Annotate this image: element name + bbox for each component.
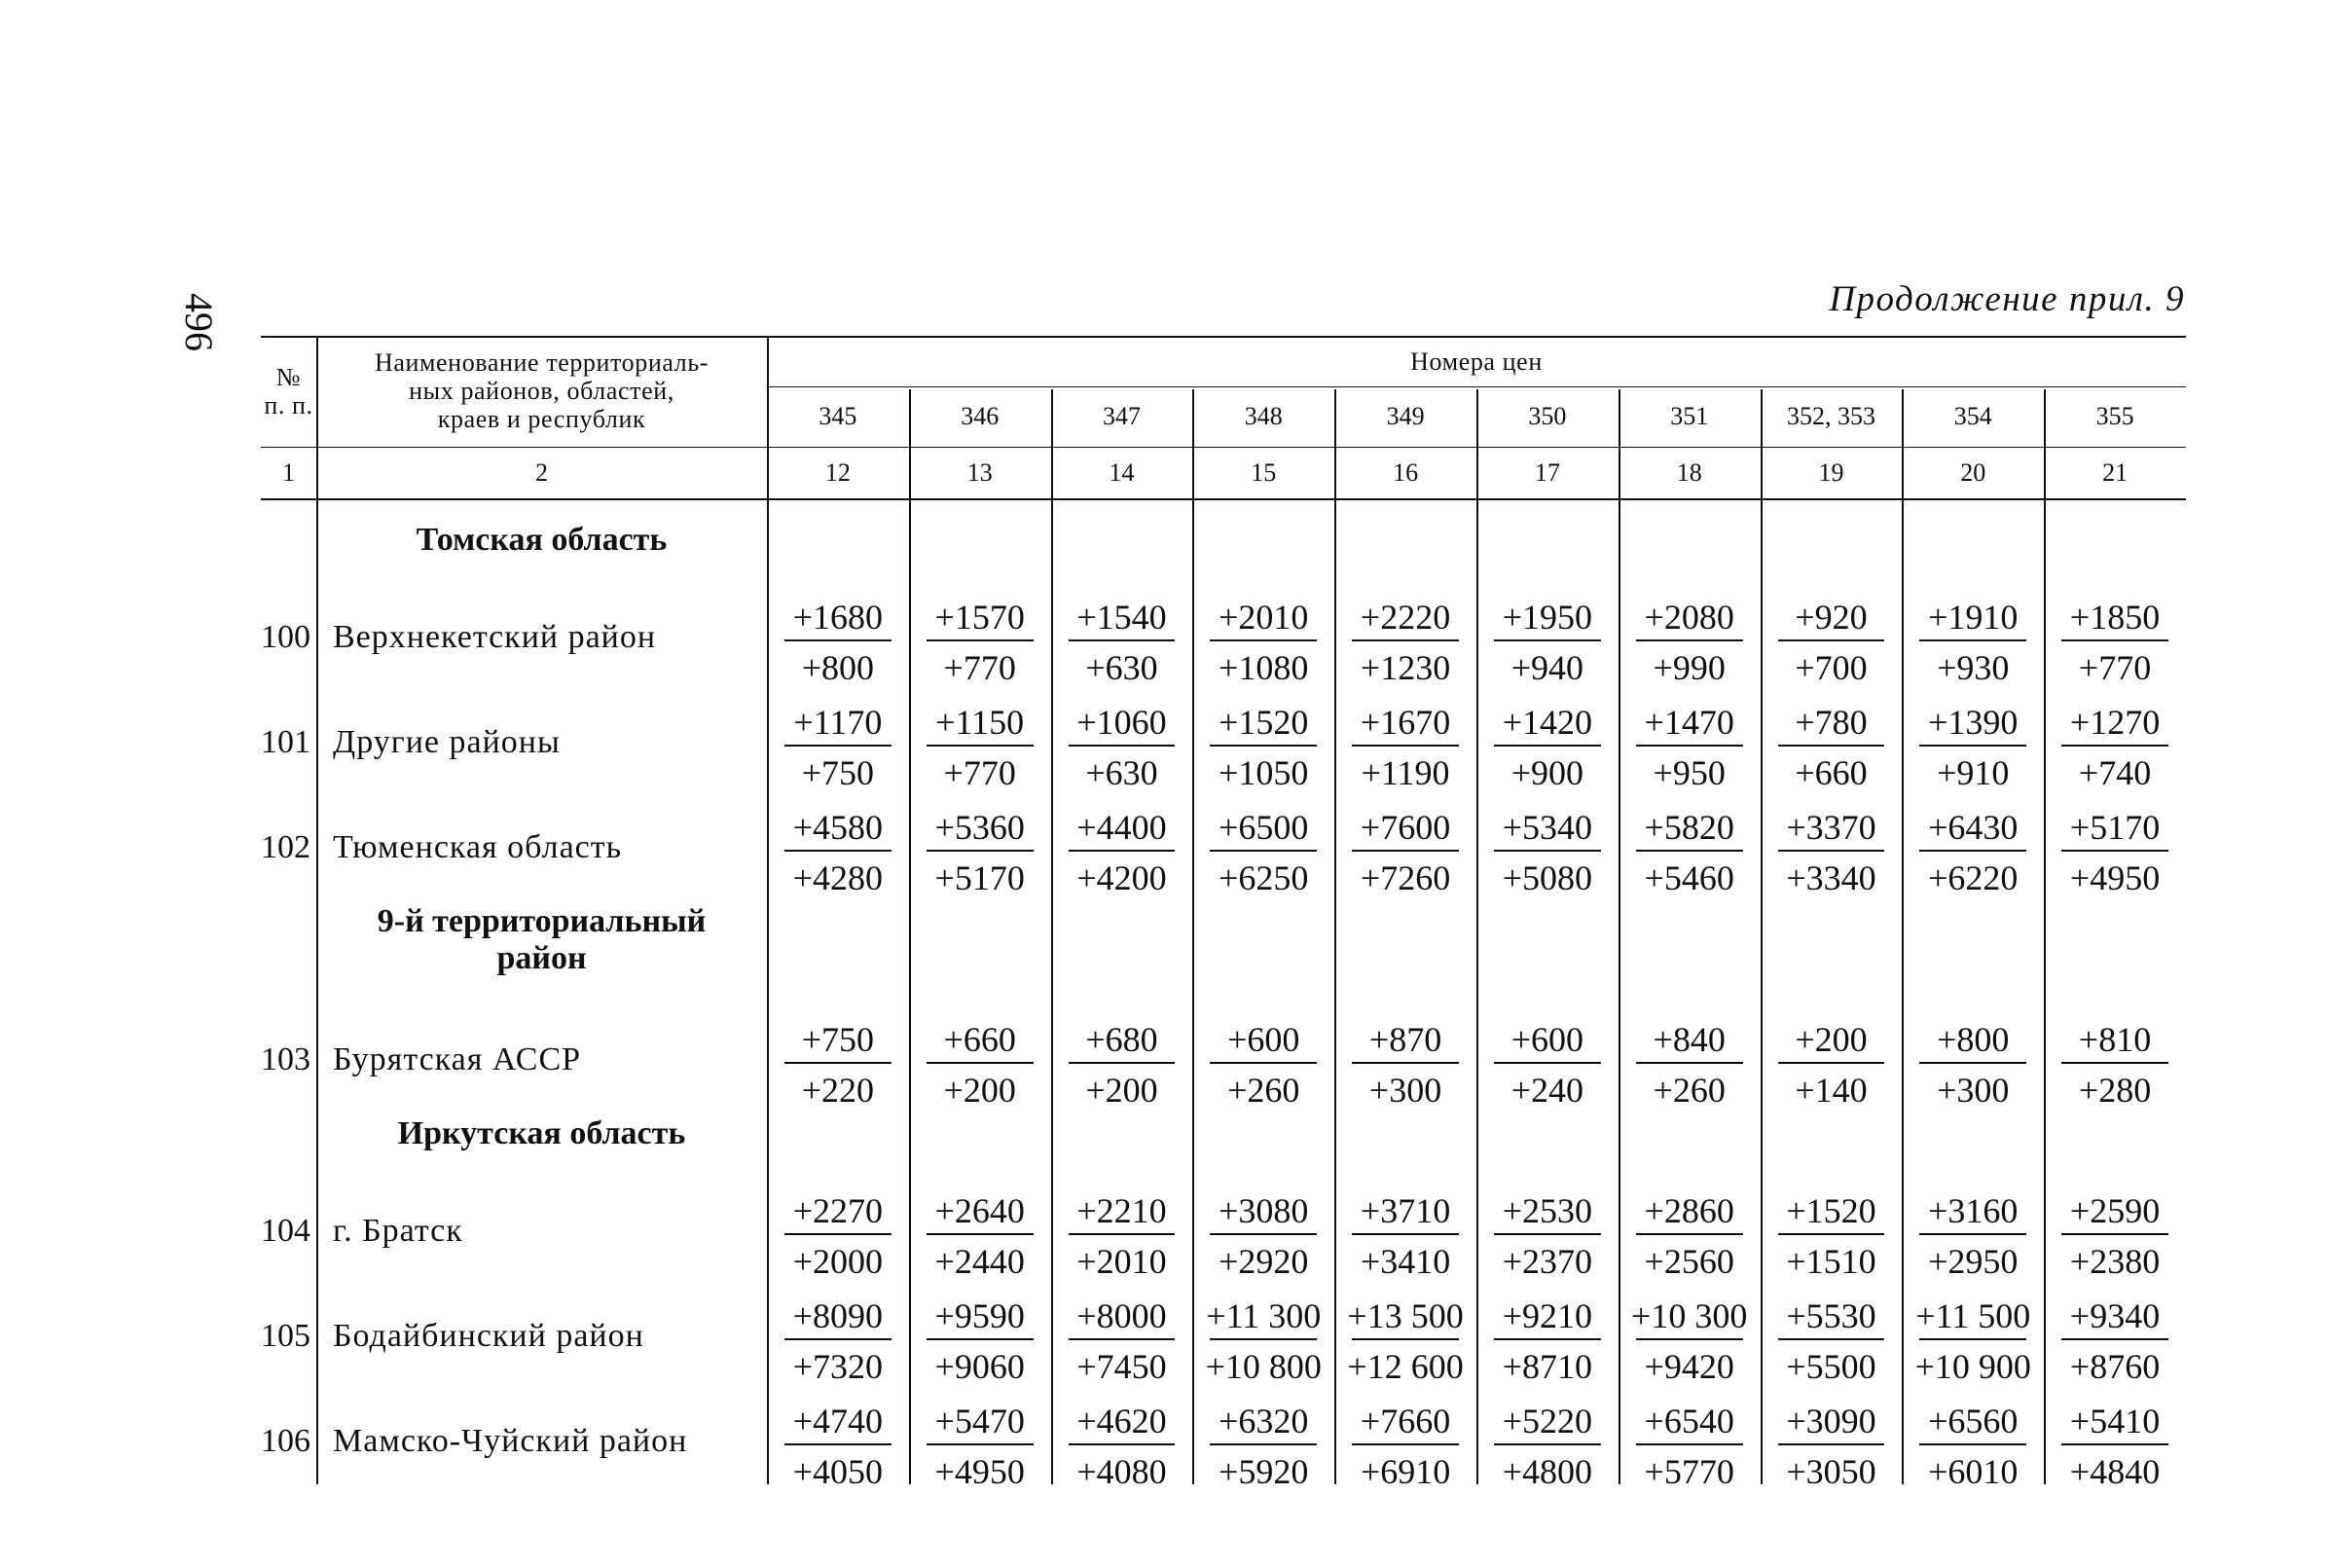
row-name: Другие районы xyxy=(333,724,561,760)
fraction-bar xyxy=(1919,1443,2026,1445)
value-denominator: +6910 xyxy=(1360,1452,1451,1491)
fraction-bar xyxy=(1494,745,1601,747)
value-denominator: +1050 xyxy=(1219,753,1309,792)
value-denominator: +8760 xyxy=(2069,1347,2161,1386)
fraction-bar xyxy=(1352,639,1459,641)
value-denominator: +9060 xyxy=(934,1347,1025,1386)
value-numerator: +680 xyxy=(1085,1020,1158,1059)
value-numerator: +9340 xyxy=(2069,1296,2161,1335)
fraction-bar xyxy=(1919,850,2026,852)
value-denominator: +6250 xyxy=(1219,858,1309,897)
value-numerator: +3710 xyxy=(1360,1191,1451,1230)
row-number: 106 xyxy=(261,1423,310,1459)
fraction-bar xyxy=(1494,639,1601,641)
value-numerator: +1390 xyxy=(1928,703,2019,742)
fraction-bar xyxy=(1210,745,1317,747)
fraction-bar xyxy=(927,1062,1034,1064)
fraction-bar xyxy=(1919,1338,2026,1340)
fraction-bar xyxy=(784,1062,892,1064)
value-denominator: +800 xyxy=(801,648,875,687)
value-numerator: +2210 xyxy=(1076,1191,1167,1230)
page-number: 496 xyxy=(177,293,221,351)
value-denominator: +6010 xyxy=(1928,1452,2019,1491)
value-numerator: +4400 xyxy=(1076,808,1167,847)
value-numerator: +2640 xyxy=(934,1191,1025,1230)
fraction-bar xyxy=(1069,1338,1176,1340)
fraction-bar xyxy=(1494,1062,1601,1064)
value-denominator: +2920 xyxy=(1219,1242,1309,1281)
value-numerator: +780 xyxy=(1795,703,1868,742)
fraction-bar xyxy=(1919,1233,2026,1235)
value-denominator: +5170 xyxy=(934,858,1025,897)
fraction-bar xyxy=(1636,745,1743,747)
value-numerator: +4620 xyxy=(1076,1402,1167,1440)
value-numerator: +1950 xyxy=(1502,598,1593,637)
value-numerator: +2270 xyxy=(792,1191,884,1230)
price-code: 355 xyxy=(2095,402,2134,430)
value-numerator: +1520 xyxy=(1786,1191,1876,1230)
value-numerator: +6540 xyxy=(1644,1402,1734,1440)
fraction-bar xyxy=(1210,1233,1317,1235)
value-numerator: +800 xyxy=(1937,1020,2010,1059)
value-denominator: +220 xyxy=(801,1071,875,1110)
value-numerator: +920 xyxy=(1795,598,1868,637)
value-denominator: +750 xyxy=(801,753,875,792)
fraction-bar xyxy=(784,1338,892,1340)
value-numerator: +600 xyxy=(1510,1020,1584,1059)
value-numerator: +870 xyxy=(1368,1020,1442,1059)
price-code: 352, 353 xyxy=(1786,402,1875,430)
fraction-bar xyxy=(927,1338,1034,1340)
value-denominator: +770 xyxy=(943,753,1016,792)
row-number: 104 xyxy=(261,1213,310,1249)
fraction-bar xyxy=(927,850,1034,852)
value-denominator: +2380 xyxy=(2069,1242,2161,1281)
fraction-bar xyxy=(2061,850,2168,852)
value-denominator: +8710 xyxy=(1502,1347,1593,1386)
fraction-bar xyxy=(1069,639,1176,641)
value-denominator: +990 xyxy=(1653,648,1726,687)
value-numerator: +8090 xyxy=(792,1296,884,1335)
value-denominator: +660 xyxy=(1795,753,1868,792)
value-numerator: +10 300 xyxy=(1631,1296,1748,1335)
value-numerator: +6430 xyxy=(1928,808,2019,847)
value-numerator: +5360 xyxy=(934,808,1025,847)
value-numerator: +5340 xyxy=(1502,808,1593,847)
value-numerator: +5410 xyxy=(2069,1402,2161,1440)
row-number: 100 xyxy=(261,619,310,655)
codes-bottom-rule xyxy=(261,447,2186,448)
fraction-bar xyxy=(1494,850,1601,852)
value-denominator: +12 600 xyxy=(1347,1347,1464,1386)
fraction-bar xyxy=(1636,639,1743,641)
price-code: 345 xyxy=(819,402,857,430)
value-denominator: +280 xyxy=(2078,1071,2152,1110)
price-code: 349 xyxy=(1386,402,1425,430)
value-denominator: +900 xyxy=(1510,753,1584,792)
value-numerator: +1470 xyxy=(1644,703,1734,742)
fraction-bar xyxy=(927,639,1034,641)
price-code: 347 xyxy=(1102,402,1141,430)
row-name: Бодайбинский район xyxy=(333,1318,644,1354)
fraction-bar xyxy=(1636,1233,1743,1235)
fraction-bar xyxy=(1069,1062,1176,1064)
fraction-bar xyxy=(1352,1233,1459,1235)
value-denominator: +4200 xyxy=(1076,858,1167,897)
column-number: 2 xyxy=(535,458,548,487)
column-number: 18 xyxy=(1676,458,1702,487)
value-numerator: +2220 xyxy=(1360,598,1451,637)
row-number: 101 xyxy=(261,724,310,760)
value-numerator: +1170 xyxy=(793,703,883,742)
column-number: 1 xyxy=(282,458,295,487)
value-numerator: +1680 xyxy=(792,598,884,637)
value-numerator: +7600 xyxy=(1360,808,1451,847)
value-numerator: +5220 xyxy=(1502,1402,1593,1440)
value-numerator: +11 300 xyxy=(1206,1296,1322,1335)
value-denominator: +1080 xyxy=(1219,648,1309,687)
fraction-bar xyxy=(784,850,892,852)
fraction-bar xyxy=(1352,1443,1459,1445)
value-numerator: +5820 xyxy=(1644,808,1734,847)
value-denominator: +770 xyxy=(2078,648,2152,687)
value-denominator: +9420 xyxy=(1644,1347,1734,1386)
price-code: 351 xyxy=(1670,402,1709,430)
fraction-bar xyxy=(1069,745,1176,747)
fraction-bar xyxy=(1778,639,1885,641)
value-denominator: +7260 xyxy=(1360,858,1451,897)
fraction-bar xyxy=(784,1443,892,1445)
value-numerator: +1910 xyxy=(1928,598,2019,637)
value-numerator: +2080 xyxy=(1644,598,1734,637)
column-number: 20 xyxy=(1960,458,1986,487)
row-name: г. Братск xyxy=(333,1213,463,1249)
num-col-header: № п. п. xyxy=(264,363,313,419)
fraction-bar xyxy=(927,745,1034,747)
value-denominator: +770 xyxy=(943,648,1016,687)
fraction-bar xyxy=(1778,1233,1885,1235)
fraction-bar xyxy=(1210,850,1317,852)
value-denominator: +5460 xyxy=(1644,858,1734,897)
value-denominator: +1510 xyxy=(1786,1242,1876,1281)
fraction-bar xyxy=(2061,1338,2168,1340)
name-col-header: Наименование территориаль- ных районов, областей, краев и республик xyxy=(374,348,710,433)
value-denominator: +1230 xyxy=(1360,648,1451,687)
prices-sub-rule xyxy=(767,386,2186,387)
value-numerator: +3370 xyxy=(1786,808,1876,847)
fraction-bar xyxy=(1210,639,1317,641)
fraction-bar xyxy=(1210,1062,1317,1064)
value-numerator: +2860 xyxy=(1644,1191,1734,1230)
value-numerator: +6560 xyxy=(1928,1402,2019,1440)
value-denominator: +2560 xyxy=(1644,1242,1734,1281)
value-denominator: +2950 xyxy=(1928,1242,2019,1281)
value-denominator: +2010 xyxy=(1076,1242,1167,1281)
value-denominator: +950 xyxy=(1653,753,1726,792)
value-numerator: +1670 xyxy=(1360,703,1451,742)
section-title: Томская область xyxy=(416,522,668,558)
value-denominator: +260 xyxy=(1653,1071,1726,1110)
value-denominator: +2440 xyxy=(934,1242,1025,1281)
fraction-bar xyxy=(1778,1443,1885,1445)
fraction-bar xyxy=(1919,745,2026,747)
value-denominator: +6220 xyxy=(1928,858,2019,897)
value-numerator: +1520 xyxy=(1219,703,1309,742)
value-denominator: +2370 xyxy=(1502,1242,1593,1281)
value-denominator: +10 800 xyxy=(1205,1347,1322,1386)
column-number: 14 xyxy=(1109,458,1135,487)
value-numerator: +2530 xyxy=(1502,1191,1593,1230)
value-denominator: +5920 xyxy=(1219,1452,1309,1491)
fraction-bar xyxy=(2061,1233,2168,1235)
row-number: 105 xyxy=(261,1318,310,1354)
value-numerator: +2010 xyxy=(1219,598,1309,637)
fraction-bar xyxy=(1636,1443,1743,1445)
fraction-bar xyxy=(1919,639,2026,641)
value-denominator: +740 xyxy=(2078,753,2152,792)
price-code: 350 xyxy=(1528,402,1567,430)
row-name: Тюменская область xyxy=(333,829,623,865)
continuation-title: Продолжение прил. 9 xyxy=(1829,279,2185,319)
fraction-bar xyxy=(2061,639,2168,641)
fraction-bar xyxy=(1352,850,1459,852)
fraction-bar xyxy=(927,1233,1034,1235)
value-numerator: +8000 xyxy=(1076,1296,1167,1335)
column-number: 16 xyxy=(1393,458,1419,487)
fraction-bar xyxy=(1210,1338,1317,1340)
value-numerator: +11 500 xyxy=(1915,1296,2031,1335)
fraction-bar xyxy=(1069,1233,1176,1235)
value-denominator: +300 xyxy=(1368,1071,1442,1110)
row-name: Бурятская АССР xyxy=(333,1041,582,1077)
value-denominator: +7450 xyxy=(1076,1347,1167,1386)
value-denominator: +940 xyxy=(1510,648,1584,687)
value-denominator: +4840 xyxy=(2069,1452,2161,1491)
column-number: 15 xyxy=(1251,458,1277,487)
fraction-bar xyxy=(1778,745,1885,747)
column-number: 17 xyxy=(1534,458,1560,487)
value-numerator: +1420 xyxy=(1502,703,1593,742)
fraction-bar xyxy=(1352,745,1459,747)
value-denominator: +7320 xyxy=(792,1347,884,1386)
value-numerator: +6320 xyxy=(1219,1402,1309,1440)
row-number: 103 xyxy=(261,1041,310,1077)
value-numerator: +600 xyxy=(1227,1020,1300,1059)
price-code: 348 xyxy=(1244,402,1283,430)
value-denominator: +910 xyxy=(1937,753,2010,792)
value-denominator: +300 xyxy=(1937,1071,2010,1110)
fraction-bar xyxy=(1778,1062,1885,1064)
value-denominator: +630 xyxy=(1085,753,1158,792)
value-numerator: +2590 xyxy=(2069,1191,2161,1230)
fraction-bar xyxy=(1352,1338,1459,1340)
value-denominator: +3050 xyxy=(1786,1452,1876,1491)
value-denominator: +240 xyxy=(1510,1071,1584,1110)
row-number: 102 xyxy=(261,829,310,865)
price-code: 354 xyxy=(1953,402,1992,430)
value-numerator: +3080 xyxy=(1219,1191,1309,1230)
value-denominator: +4950 xyxy=(934,1452,1025,1491)
fraction-bar xyxy=(1778,1338,1885,1340)
value-numerator: +7660 xyxy=(1360,1402,1451,1440)
fraction-bar xyxy=(1919,1062,2026,1064)
value-denominator: +4050 xyxy=(792,1452,884,1491)
price-code: 346 xyxy=(961,402,1000,430)
section-title: 9-й территориальный район xyxy=(377,903,707,976)
value-numerator: +9210 xyxy=(1502,1296,1593,1335)
fraction-bar xyxy=(1210,1443,1317,1445)
fraction-bar xyxy=(784,639,892,641)
value-numerator: +810 xyxy=(2078,1020,2152,1059)
value-numerator: +840 xyxy=(1653,1020,1726,1059)
table-top-rule xyxy=(261,336,2186,338)
fraction-bar xyxy=(1069,1443,1176,1445)
value-denominator: +4950 xyxy=(2069,858,2161,897)
fraction-bar xyxy=(1636,1338,1743,1340)
value-denominator: +3340 xyxy=(1786,858,1876,897)
fraction-bar xyxy=(784,1233,892,1235)
value-denominator: +140 xyxy=(1795,1071,1868,1110)
value-numerator: +4580 xyxy=(792,808,884,847)
fraction-bar xyxy=(1494,1443,1601,1445)
fraction-bar xyxy=(927,1443,1034,1445)
value-denominator: +700 xyxy=(1795,648,1868,687)
value-numerator: +1850 xyxy=(2069,598,2161,637)
value-denominator: +1190 xyxy=(1361,753,1450,792)
value-denominator: +5080 xyxy=(1502,858,1593,897)
value-denominator: +5770 xyxy=(1644,1452,1734,1491)
value-numerator: +660 xyxy=(943,1020,1016,1059)
value-numerator: +4740 xyxy=(792,1402,884,1440)
value-numerator: +6500 xyxy=(1219,808,1309,847)
value-numerator: +200 xyxy=(1795,1020,1868,1059)
value-numerator: +1270 xyxy=(2069,703,2161,742)
value-numerator: +1060 xyxy=(1076,703,1167,742)
value-numerator: +1540 xyxy=(1076,598,1167,637)
value-numerator: +9590 xyxy=(934,1296,1025,1335)
price-table xyxy=(261,336,2186,1491)
fraction-bar xyxy=(1352,1062,1459,1064)
value-numerator: +3090 xyxy=(1786,1402,1876,1440)
column-number: 12 xyxy=(824,458,851,487)
value-denominator: +3410 xyxy=(1360,1242,1451,1281)
fraction-bar xyxy=(2061,1062,2168,1064)
value-numerator: +750 xyxy=(801,1020,875,1059)
value-numerator: +3160 xyxy=(1928,1191,2019,1230)
value-numerator: +13 500 xyxy=(1347,1296,1464,1335)
fraction-bar xyxy=(1778,850,1885,852)
value-denominator: +4080 xyxy=(1076,1452,1167,1491)
column-number: 21 xyxy=(2102,458,2129,487)
section-title: Иркутская область xyxy=(397,1115,686,1151)
value-numerator: +5170 xyxy=(2069,808,2161,847)
value-denominator: +4280 xyxy=(792,858,884,897)
fraction-bar xyxy=(2061,1443,2168,1445)
fraction-bar xyxy=(1494,1233,1601,1235)
fraction-bar xyxy=(1069,850,1176,852)
value-denominator: +930 xyxy=(1937,648,2010,687)
value-denominator: +260 xyxy=(1227,1071,1300,1110)
value-denominator: +200 xyxy=(1085,1071,1158,1110)
value-denominator: +630 xyxy=(1085,648,1158,687)
column-number: 19 xyxy=(1818,458,1844,487)
value-numerator: +5530 xyxy=(1786,1296,1876,1335)
fraction-bar xyxy=(1636,850,1743,852)
prices-header: Номера цен xyxy=(1410,347,1543,376)
column-number: 13 xyxy=(966,458,993,487)
value-denominator: +200 xyxy=(943,1071,1016,1110)
value-denominator: +4800 xyxy=(1502,1452,1593,1491)
value-denominator: +2000 xyxy=(792,1242,884,1281)
row-name: Верхнекетский район xyxy=(333,619,657,655)
value-numerator: +5470 xyxy=(934,1402,1025,1440)
value-numerator: +1570 xyxy=(934,598,1025,637)
fraction-bar xyxy=(1494,1338,1601,1340)
fraction-bar xyxy=(784,745,892,747)
fraction-bar xyxy=(1636,1062,1743,1064)
value-numerator: +1150 xyxy=(935,703,1025,742)
value-denominator: +10 900 xyxy=(1914,1347,2031,1386)
fraction-bar xyxy=(2061,745,2168,747)
header-bottom-rule xyxy=(261,498,2186,500)
row-name: Мамско-Чуйский район xyxy=(333,1423,688,1459)
value-denominator: +5500 xyxy=(1786,1347,1876,1386)
